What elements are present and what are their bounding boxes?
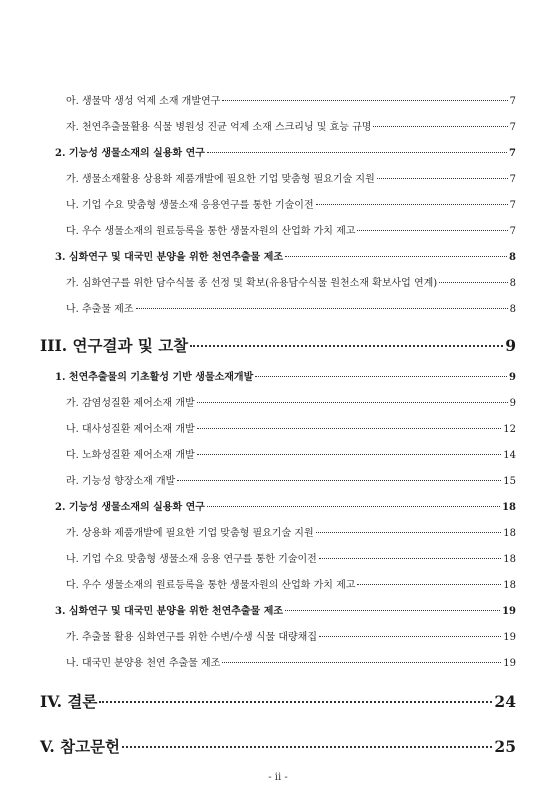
toc-entry-label: 나. 대국민 분양용 천연 추출물 제조	[66, 658, 221, 669]
toc-entry-page: 9	[505, 336, 516, 355]
toc-leader-dots	[207, 506, 500, 507]
toc-entry-page: 9	[509, 372, 516, 383]
toc-entry	[66, 118, 516, 133]
toc-entry-label: 가. 감염성질환 제어소재 개발	[66, 398, 195, 409]
toc-entry-page: 18	[502, 502, 516, 513]
toc-entry	[66, 196, 516, 211]
toc-entry-page: 18	[503, 554, 516, 565]
toc-entry-label: 나. 기업 수요 맞춤형 생물소재 응용 연구를 통한 기술이전	[66, 554, 317, 565]
toc-leader-dots	[316, 204, 508, 205]
toc-leader-dots	[255, 376, 507, 377]
toc-entry-label: 2. 기능성 생물소재의 실용화 연구	[55, 502, 205, 513]
toc-entry-page: 14	[503, 450, 516, 461]
toc-entry	[55, 368, 516, 383]
toc-leader-dots	[285, 610, 500, 611]
toc-entry	[55, 498, 516, 513]
toc-entry-page: 18	[503, 580, 516, 591]
toc-entry-label: V. 참고문헌	[40, 737, 121, 756]
toc-chapter	[40, 334, 516, 356]
toc-entry-page: 8	[509, 252, 516, 263]
toc-entry	[66, 524, 516, 539]
toc-leader-dots	[377, 178, 508, 179]
toc-leader-dots	[222, 662, 501, 663]
toc-entry	[66, 446, 516, 461]
toc-entry-label: 1. 천연추출물의 기초활성 기반 생물소재개발	[55, 372, 254, 383]
toc-entry	[66, 576, 516, 591]
toc-entry-label: 가. 상용화 제품개발에 필요한 기업 맞춤형 필요기술 지원	[66, 528, 314, 539]
toc-entry-page: 18	[503, 528, 516, 539]
toc-entry-page: 7	[509, 148, 516, 159]
toc-entry-label: 나. 추출물 제조	[66, 304, 134, 315]
toc-leader-dots	[439, 282, 507, 283]
toc-leader-dots	[177, 480, 501, 481]
toc-entry	[66, 300, 516, 315]
toc-leader-dots	[285, 256, 507, 257]
toc-entry	[55, 602, 516, 617]
toc-entry-label: 다. 노화성질환 제어소재 개발	[66, 450, 195, 461]
toc-leader-dots	[316, 532, 502, 533]
page-number-footer: - ii -	[268, 772, 288, 783]
toc-leader-dots	[122, 746, 492, 748]
toc-entry	[66, 550, 516, 565]
toc-chapter	[40, 735, 516, 757]
toc-entry	[66, 170, 516, 185]
toc-entry-label: 아. 생물막 생성 억제 소재 개발연구	[66, 96, 221, 107]
toc-leader-dots	[99, 701, 492, 703]
toc-entry-page: 8	[509, 304, 516, 315]
toc-entry-label: III. 연구결과 및 고찰	[40, 336, 189, 355]
toc-entry-page: 19	[502, 606, 516, 617]
toc-entry-label: 자. 천연추출물활용 식물 병원성 진균 억제 소재 스크리닝 및 효능 규명	[66, 122, 372, 133]
toc-chapter	[40, 690, 516, 712]
toc-entry	[66, 274, 516, 289]
toc-entry-page: 7	[509, 122, 516, 133]
toc-entry-label: 라. 기능성 향장소재 개발	[66, 476, 176, 487]
toc-leader-dots	[197, 454, 502, 455]
toc-entry	[66, 394, 516, 409]
toc-entry-page: 25	[494, 737, 516, 756]
toc-entry-label: 가. 생물소재활용 상용화 제품개발에 필요한 기업 맞춤형 필요기술 지원	[66, 174, 375, 185]
toc-entry	[66, 92, 516, 107]
toc-entry-page: 7	[509, 96, 516, 107]
toc-entry-label: 2. 기능성 생물소재의 실용화 연구	[55, 148, 205, 159]
toc-entry-page: 19	[503, 658, 516, 669]
toc-entry-label: 가. 심화연구를 위한 담수식물 종 선정 및 확보(유용담수식물 원천소재 확보사업 연계)	[66, 278, 438, 289]
toc-entry	[66, 420, 516, 435]
toc-leader-dots	[319, 558, 501, 559]
toc-leader-dots	[357, 230, 507, 231]
toc-entry-page: 19	[503, 632, 516, 643]
toc-entry	[66, 654, 516, 669]
toc-leader-dots	[136, 308, 508, 309]
toc-entry-label: 가. 추출물 활용 심화연구를 위한 수변/수생 식물 대량채집	[66, 632, 317, 643]
toc-entry-page: 7	[509, 174, 516, 185]
toc-leader-dots	[197, 428, 502, 429]
toc-entry-label: 3. 심화연구 및 대국민 분양을 위한 천연추출물 제조	[55, 606, 284, 617]
toc-entry-label: 다. 우수 생물소재의 원료등록을 통한 생물자원의 산업화 가치 제고	[66, 580, 356, 591]
toc-entry-page: 7	[509, 226, 516, 237]
toc-entry	[66, 472, 516, 487]
toc-leader-dots	[319, 636, 501, 637]
toc-entry-page: 24	[494, 692, 516, 711]
toc-leader-dots	[190, 345, 503, 347]
toc-entry-page: 9	[509, 398, 516, 409]
toc-entry	[66, 222, 516, 237]
toc-entry	[55, 144, 516, 159]
toc-entry-page: 8	[509, 278, 516, 289]
toc-leader-dots	[197, 402, 508, 403]
toc-entry-label: 다. 우수 생물소재의 원료등록을 통한 생물자원의 산업화 가치 제고	[66, 226, 356, 237]
toc-entry-label: 3. 심화연구 및 대국민 분양을 위한 천연추출물 제조	[55, 252, 284, 263]
toc-entry	[66, 628, 516, 643]
toc-leader-dots	[373, 126, 507, 127]
toc-entry-label: IV. 결론	[40, 692, 98, 711]
toc-entry-page: 7	[509, 200, 516, 211]
toc-leader-dots	[207, 152, 507, 153]
toc-leader-dots	[357, 584, 501, 585]
toc-entry-page: 12	[503, 424, 516, 435]
toc-entry-label: 나. 대사성질환 제어소재 개발	[66, 424, 195, 435]
toc-entry-label: 나. 기업 수요 맞춤형 생물소재 응용연구를 통한 기술이전	[66, 200, 314, 211]
toc-leader-dots	[222, 100, 507, 101]
toc-entry	[55, 248, 516, 263]
toc-entry-page: 15	[503, 476, 516, 487]
